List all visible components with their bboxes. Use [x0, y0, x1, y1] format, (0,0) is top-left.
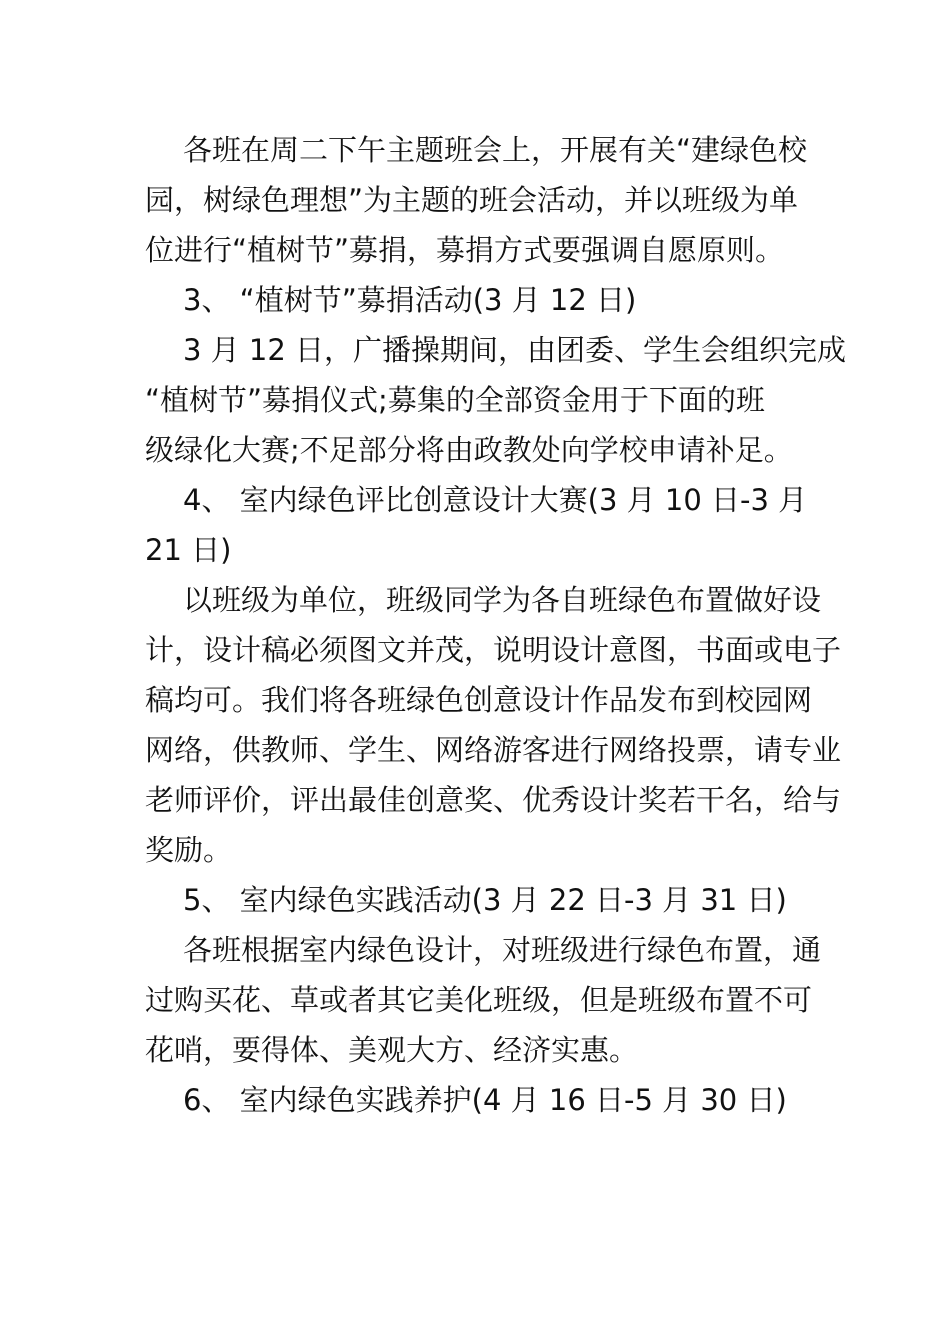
text-line: 位进行“植树节”募捐，募捐方式要强调自愿原则。	[145, 233, 785, 267]
list-heading-4: 4、 室内绿色评比创意设计大赛(3 月 10 日-3 月	[183, 483, 808, 517]
text-line: 老师评价，评出最佳创意奖、优秀设计奖若干名，给与	[145, 783, 842, 817]
list-heading-3: 3、 “植树节”募捐活动(3 月 12 日)	[183, 283, 637, 317]
text-line: 园，树绿色理想”为主题的班会活动，并以班级为单	[145, 183, 799, 217]
text-line: 网络，供教师、学生、网络游客进行网络投票，请专业	[145, 733, 842, 767]
text-line: 花哨，要得体、美观大方、经济实惠。	[145, 1033, 639, 1067]
text-line: 3 月 12 日，广播操期间，由团委、学生会组织完成	[183, 333, 847, 367]
text-line: 稿均可。我们将各班绿色创意设计作品发布到校园网	[145, 683, 813, 717]
list-heading-6: 6、 室内绿色实践养护(4 月 16 日-5 月 30 日)	[183, 1083, 787, 1117]
text-line: “植树节”募捐仪式;募集的全部资金用于下面的班	[145, 383, 765, 417]
text-line: 奖励。	[145, 833, 233, 867]
text-line: 过购买花、草或者其它美化班级，但是班级布置不可	[145, 983, 813, 1017]
text-line: 级绿化大赛;不足部分将由政教处向学校申请补足。	[145, 433, 793, 467]
text-line: 各班在周二下午主题班会上，开展有关“建绿色校	[183, 133, 808, 167]
text-line: 以班级为单位，班级同学为各自班绿色布置做好设	[183, 583, 822, 617]
list-heading-5: 5、 室内绿色实践活动(3 月 22 日-3 月 31 日)	[183, 883, 787, 917]
text-line: 各班根据室内绿色设计，对班级进行绿色布置，通	[183, 933, 822, 967]
list-heading-4-continued: 21 日)	[145, 533, 232, 567]
text-line: 计，设计稿必须图文并茂，说明设计意图，书面或电子	[145, 633, 842, 667]
